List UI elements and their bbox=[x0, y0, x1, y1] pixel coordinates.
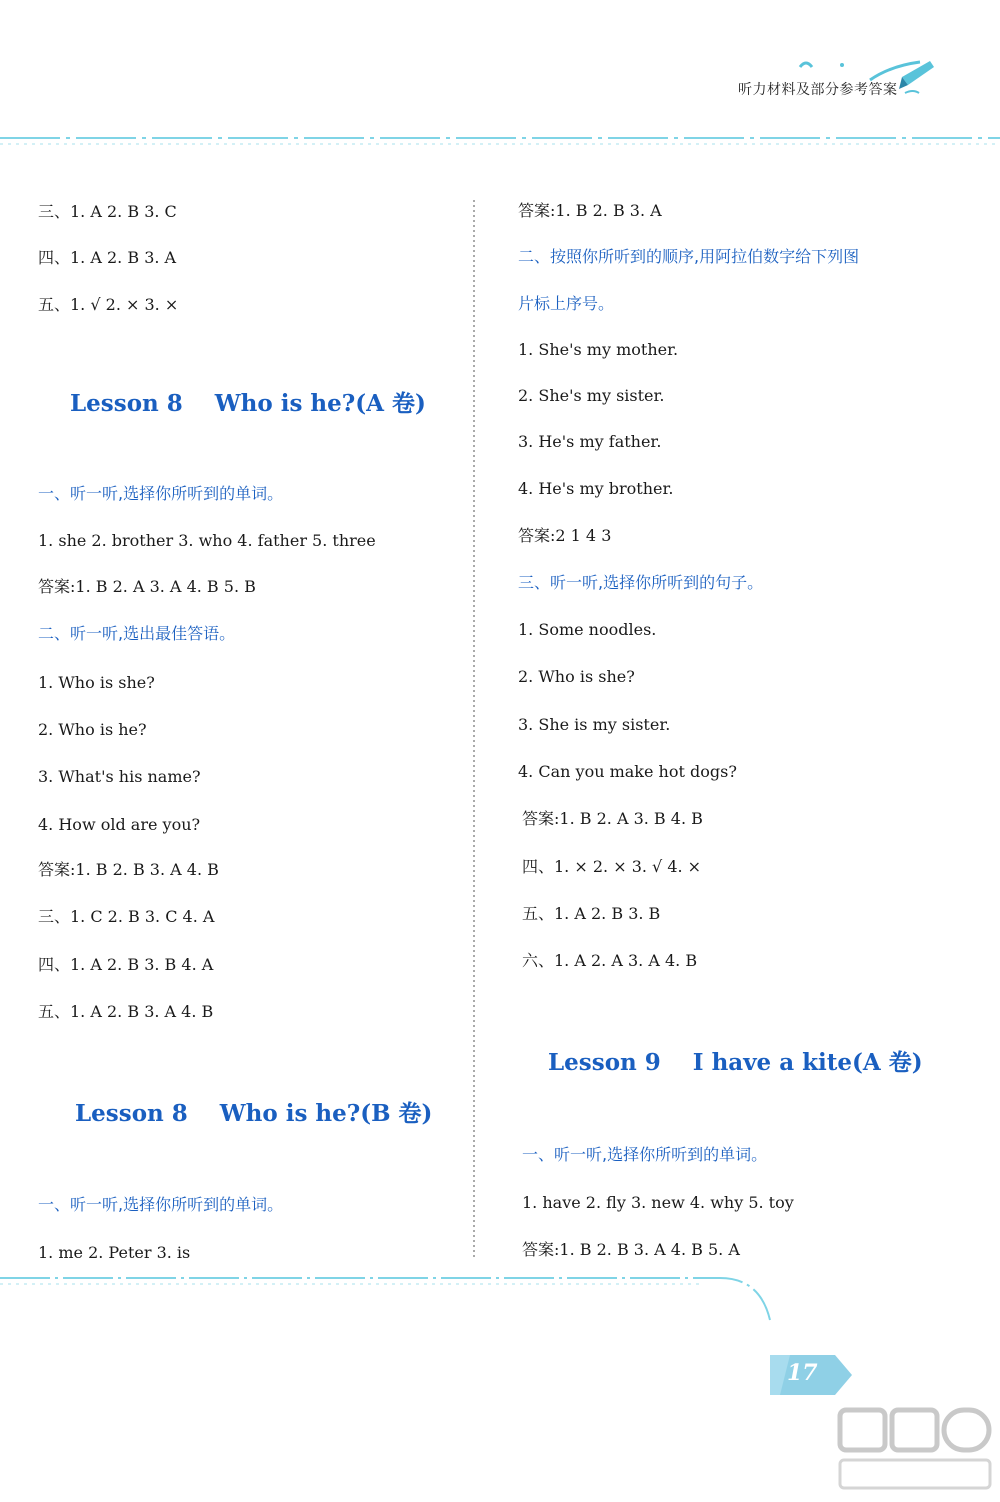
part2-answer: 答案:2 1 4 3 bbox=[518, 526, 612, 545]
lesson8a-title: Lesson 8 Who is he?(A 卷) bbox=[70, 390, 426, 417]
lesson9a-part1-answer: 答案:1. B 2. B 3. A 4. B 5. A bbox=[522, 1240, 740, 1259]
list-item: 3. She is my sister. bbox=[518, 715, 671, 734]
watermark-logo-icon bbox=[830, 1405, 995, 1495]
list-item: 1. Who is she? bbox=[38, 673, 155, 692]
page-number: 17 bbox=[787, 1360, 818, 1386]
lesson9a-part1-words: 1. have 2. fly 3. new 4. why 5. toy bbox=[522, 1193, 794, 1212]
part2-heading-line1: 二、按照你所听到的顺序,用阿拉伯数字给下列图 bbox=[518, 247, 860, 266]
part2-heading-line2: 片标上序号。 bbox=[518, 294, 615, 313]
list-item: 2. She's my sister. bbox=[518, 386, 665, 405]
list-item: 4. He's my brother. bbox=[518, 479, 674, 498]
column-divider bbox=[472, 200, 476, 1260]
lesson8a-part2-heading: 二、听一听,选出最佳答语。 bbox=[38, 624, 236, 643]
list-item: 1. Some noodles. bbox=[518, 620, 657, 639]
answer-line: 五、1. A 2. B 3. A 4. B bbox=[38, 1002, 214, 1021]
lesson8b-part1-heading: 一、听一听,选择你所听到的单词。 bbox=[38, 1195, 284, 1214]
answer-line: 三、1. C 2. B 3. C 4. A bbox=[38, 907, 215, 926]
answer-line: 四、1. A 2. B 3. B 4. A bbox=[38, 955, 214, 974]
list-item: 2. Who is he? bbox=[38, 720, 147, 739]
answer-line: 六、1. A 2. A 3. A 4. B bbox=[522, 951, 698, 970]
answer-line: 五、1. A 2. B 3. B bbox=[522, 904, 661, 923]
lesson8a-part2-answer: 答案:1. B 2. B 3. A 4. B bbox=[38, 860, 219, 879]
lesson8a-part1-heading: 一、听一听,选择你所听到的单词。 bbox=[38, 484, 284, 503]
answer-line: 四、1. × 2. × 3. √ 4. × bbox=[522, 857, 702, 876]
lesson8a-part1-answer: 答案:1. B 2. A 3. A 4. B 5. B bbox=[38, 577, 256, 596]
list-item: 3. He's my father. bbox=[518, 432, 662, 451]
header-rule bbox=[0, 130, 1000, 150]
part3-answer: 答案:1. B 2. A 3. B 4. B bbox=[522, 809, 703, 828]
list-item: 4. Can you make hot dogs? bbox=[518, 762, 737, 781]
lesson9a-part1-heading: 一、听一听,选择你所听到的单词。 bbox=[522, 1145, 768, 1164]
lesson9a-title: Lesson 9 I have a kite(A 卷) bbox=[548, 1049, 923, 1076]
lesson8a-part1-words: 1. she 2. brother 3. who 4. father 5. three bbox=[38, 531, 376, 550]
list-item: 4. How old are you? bbox=[38, 815, 201, 834]
lesson8b-part1-words: 1. me 2. Peter 3. is bbox=[38, 1243, 191, 1262]
answer-line-first: 答案:1. B 2. B 3. A bbox=[518, 201, 662, 220]
answer-line-si: 四、1. A 2. B 3. A bbox=[38, 248, 177, 267]
list-item: 1. She's my mother. bbox=[518, 340, 679, 359]
lesson8b-title: Lesson 8 Who is he?(B 卷) bbox=[75, 1100, 433, 1127]
list-item: 2. Who is she? bbox=[518, 667, 635, 686]
footer-rule bbox=[0, 1270, 1000, 1330]
header-title: 听力材料及部分参考答案 bbox=[738, 82, 898, 98]
list-item: 3. What's his name? bbox=[38, 767, 201, 786]
part3-heading: 三、听一听,选择你所听到的句子。 bbox=[518, 573, 764, 592]
answer-line-wu: 五、1. √ 2. × 3. × bbox=[38, 295, 179, 314]
answer-line-san: 三、1. A 2. B 3. C bbox=[38, 202, 177, 221]
